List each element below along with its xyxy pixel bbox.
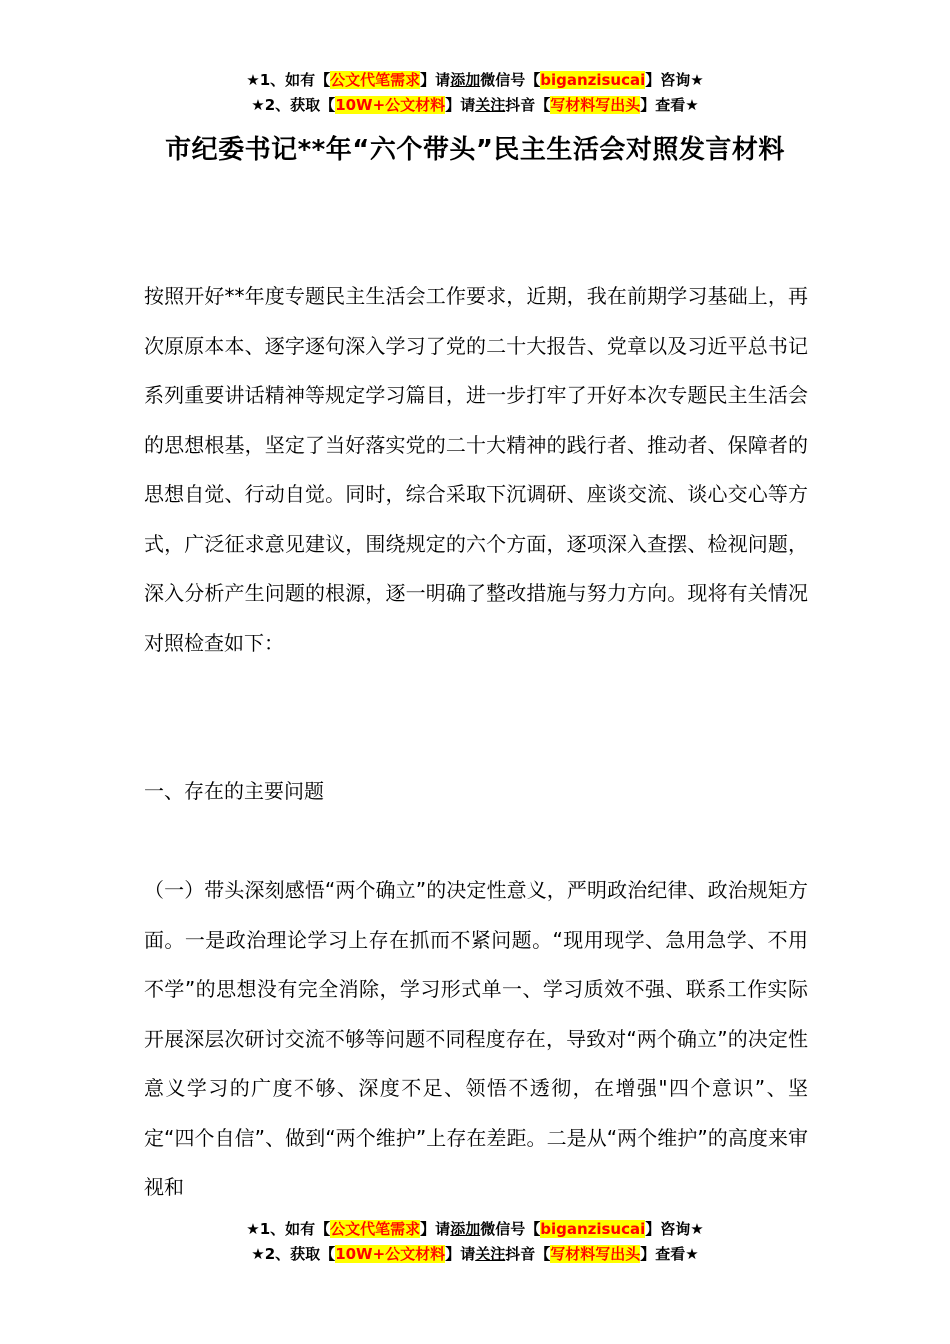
- promo-highlight: 写材料写出头: [550, 96, 641, 114]
- promo-text: 抖音【: [505, 96, 551, 114]
- promo-banner-top: [0, 68, 950, 118]
- promo-text: 】请: [445, 1245, 476, 1263]
- promo-underline: 关注: [475, 96, 506, 114]
- promo-text: 抖音【: [505, 1245, 551, 1263]
- promo-highlight: 写材料写出头: [550, 1245, 641, 1263]
- promo-line-2: [0, 93, 950, 118]
- promo-text: 】请: [420, 71, 451, 89]
- section-heading: 一、存在的主要问题: [144, 779, 324, 803]
- promo-line-1: [0, 68, 950, 93]
- promo-text: ★1、如有【: [246, 71, 331, 89]
- intro-paragraph: 按照开好**年度专题民主生活会工作要求，近期，我在前期学习基础上，再次原原本本、逐字逐句深入学习了党的二十大报告、党章以及习近平总书记系列重要讲话精神等规定学习篇目，进一步打牢了开好本次专题民主生活会的思想根基，坚定了当好落实党的二十大精神的践行者、推动者、保障者的思想自觉、行动自觉。同时，综合采取下沉调研、座谈交流、谈心交心等方式，广泛征求意见建议，围绕规定的六个方面，逐项深入查摆、检视问题，深入分析产生问题的根源，逐一明确了整改措施与努力方向。现将有关情况对照检查如下：: [144, 284, 808, 655]
- promo-underline: 添加: [450, 71, 481, 89]
- promo-line-2: [0, 1242, 950, 1267]
- promo-text: 微信号【: [480, 1220, 541, 1238]
- promo-highlight: 10W+公文材料: [335, 96, 446, 114]
- promo-highlight: biganzisucai: [540, 71, 646, 89]
- promo-text: ★1、如有【: [246, 1220, 331, 1238]
- promo-underline: 添加: [450, 1220, 481, 1238]
- promo-underline: 关注: [475, 1245, 506, 1263]
- promo-text: 】查看★: [640, 96, 699, 114]
- promo-text: ★2、获取【: [251, 1245, 336, 1263]
- promo-text: 】咨询★: [645, 71, 704, 89]
- promo-text: 】请: [420, 1220, 451, 1238]
- promo-highlight: 公文代笔需求: [330, 71, 421, 89]
- section-paragraph: （一）带头深刻感悟“两个确立”的决定性意义，严明政治纪律、政治规矩方面。一是政治理论学习上存在抓而不紧问题。“现用现学、急用急学、不用不学”的思想没有完全消除，学习形式单一、学习质效不强、联系工作实际开展深层次研讨交流不够等问题不同程度存在，导致对“两个确立”的决定性意义学习的广度不够、深度不足、领悟不透彻，在增强"四个意识”、坚定“四个自信”、做到“两个维护”上存在差距。二是从“两个维护”的高度来审视和: [144, 878, 808, 1199]
- promo-text: 】请: [445, 96, 476, 114]
- document-title: 市纪委书记**年“六个带头”民主生活会对照发言材料: [165, 135, 785, 165]
- promo-highlight: biganzisucai: [540, 1220, 646, 1238]
- promo-highlight: 10W+公文材料: [335, 1245, 446, 1263]
- promo-banner-bottom: [0, 1217, 950, 1267]
- promo-text: 微信号【: [480, 71, 541, 89]
- promo-text: 】咨询★: [645, 1220, 704, 1238]
- promo-highlight: 公文代笔需求: [330, 1220, 421, 1238]
- promo-text: ★2、获取【: [251, 96, 336, 114]
- promo-text: 】查看★: [640, 1245, 699, 1263]
- promo-line-1: [0, 1217, 950, 1242]
